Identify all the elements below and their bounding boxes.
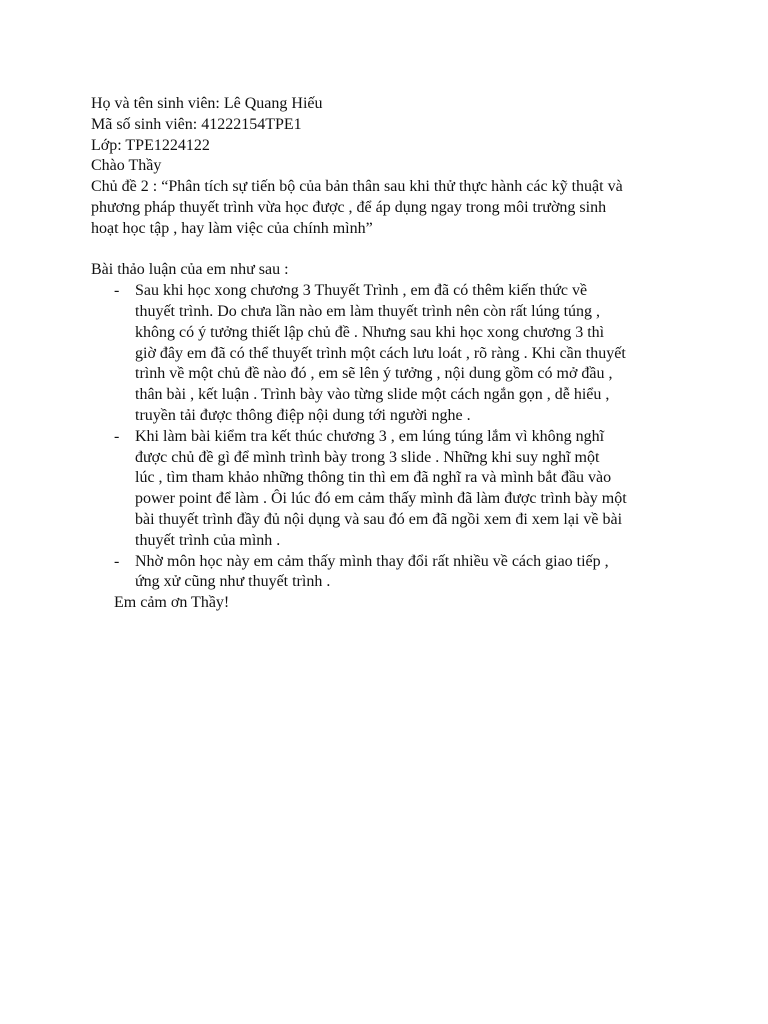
student-name-line: Họ và tên sinh viên: Lê Quang Hiếu: [91, 95, 323, 112]
bullet-line: power point để làm . Ôi lúc đó em cảm thấy mình đã làm được trình bày một: [135, 490, 627, 508]
bullet-line: bài thuyết trình đầy đủ nội dụng và sau đó em đã ngồi xem đi xem lại về bài: [135, 510, 623, 528]
greeting-line: Chào Thầy: [91, 157, 162, 175]
bullet-line: thuyết trình. Do chưa lần nào em làm thuyết trình nên còn rất lúng túng ,: [135, 302, 601, 320]
bullet-dash: -: [114, 427, 120, 445]
intro-line: Bài thảo luận của em như sau :: [91, 261, 289, 279]
topic-line: phương pháp thuyết trình vừa học được , để áp dụng ngay trong môi trường sinh: [91, 198, 607, 216]
bullet-dash: -: [114, 552, 120, 570]
bullet-line: không có ý tưởng thiết lập chủ đề . Nhưng sau khi học xong chương 3 thì: [135, 323, 605, 341]
bullet-line: Nhờ môn học này em cảm thấy mình thay đổi rất nhiều về cách giao tiếp ,: [135, 552, 609, 570]
student-id-line: Mã số sinh viên: 41222154TPE1: [91, 115, 302, 133]
bullet-dash: -: [114, 282, 120, 300]
bullet-item: [91, 552, 691, 594]
bullet-line: thuyết trình của mình .: [135, 531, 281, 549]
bullet-line: ứng xử cũng như thuyết trình .: [135, 573, 331, 591]
topic-line: Chủ đề 2 : “Phân tích sự tiến bộ của bản thân sau khi thử thực hành các kỹ thuật và: [91, 178, 623, 196]
bullet-item: [91, 427, 691, 552]
bullet-line: lúc , tìm tham khảo những thông tin thì em đã nghĩ ra và mình bắt đầu vào: [135, 469, 612, 487]
bullet-line: truyền tải được thông điệp nội dung tới người nghe .: [135, 406, 471, 424]
bullet-line: Sau khi học xong chương 3 Thuyết Trình , em đã có thêm kiến thức về: [135, 282, 588, 300]
bullet-line: thân bài , kết luận . Trình bày vào từng slide một cách ngắn gọn , dễ hiểu ,: [135, 386, 610, 404]
topic-line: hoạt học tập , hay làm việc của chính mình”: [91, 219, 373, 237]
bullet-list: [91, 281, 691, 593]
document-body: [91, 94, 691, 614]
bullet-item: [91, 281, 691, 427]
paragraph-spacer: [91, 240, 691, 261]
class-line: Lớp: TPE1224122: [91, 136, 210, 154]
closing-line: Em cảm ơn Thầy!: [114, 594, 230, 612]
topic-paragraph: [91, 177, 691, 239]
bullet-line: Khi làm bài kiểm tra kết thúc chương 3 , em lúng túng lắm vì không nghĩ: [135, 427, 605, 445]
bullet-line: giờ đây em đã có thể thuyết trình một cách lưu loát , rõ ràng . Khi cần thuyết: [135, 344, 626, 362]
bullet-line: được chủ đề gì để mình trình bày trong 3 slide . Những khi suy nghĩ một: [135, 448, 600, 466]
bullet-line: trình về một chủ đề nào đó , em sẽ lên ý tưởng , nội dung gồm có mở đầu ,: [135, 365, 613, 383]
